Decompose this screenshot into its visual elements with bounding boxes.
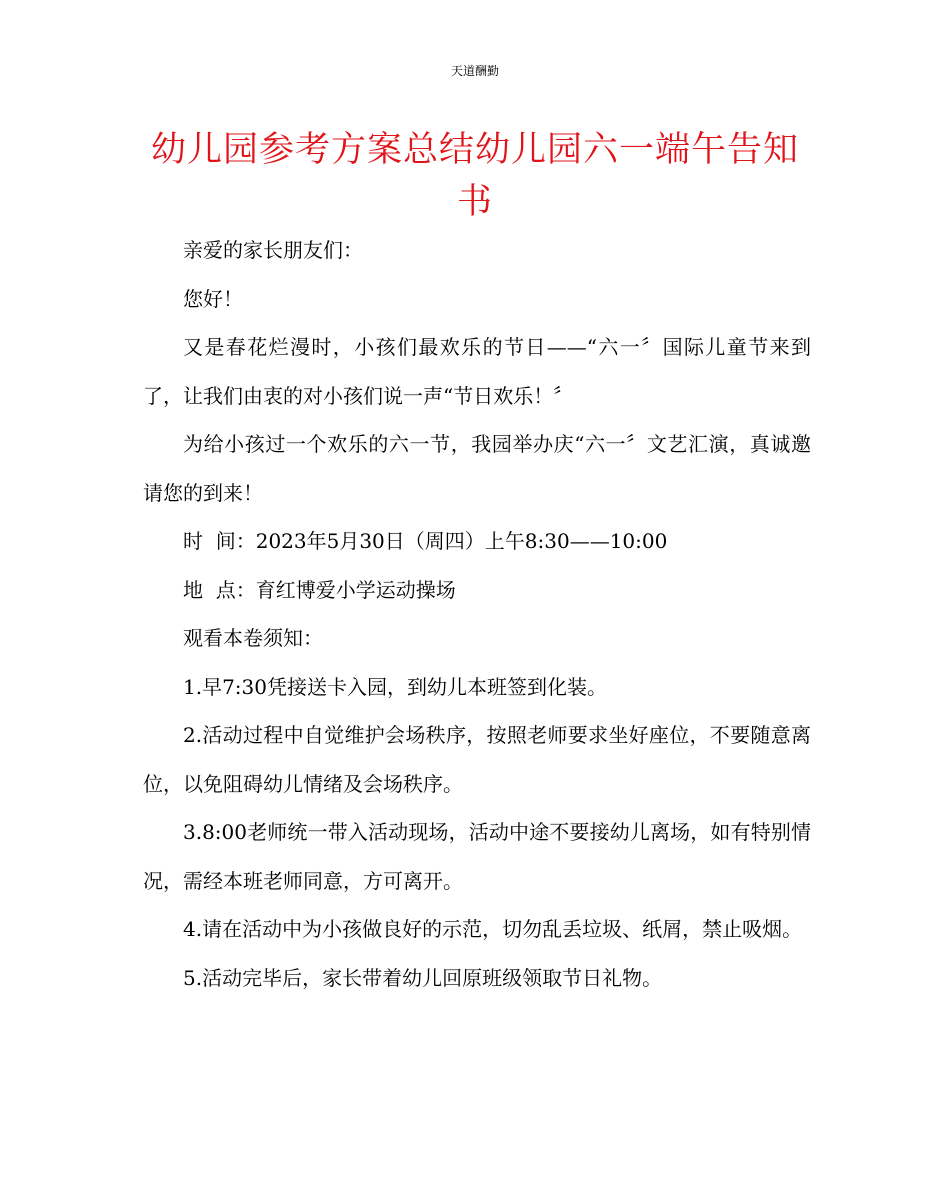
event-location: 地 点：育红博爱小学运动操场 <box>183 577 456 602</box>
page-header: 天道酬勤 <box>450 64 499 78</box>
document-body <box>143 226 811 1002</box>
notice-item-5: 5.活动完毕后，家长带着幼儿回原班级领取节日礼物。 <box>183 965 663 990</box>
notice-item-2: 2.活动过程中自觉维护会场秩序，按照老师要求坐好座位，不要随意离位，以免阻碍幼儿情绪及会场秩序。 <box>143 723 811 796</box>
salutation: 亲爱的家长朋友们： <box>183 238 363 262</box>
greeting: 您好！ <box>183 286 243 311</box>
notice-item-3: 3.8:00老师统一带入活动现场，活动中途不要接幼儿离场，如有特别情况，需经本班老师同意，方可离开。 <box>143 820 811 893</box>
notice-item-1: 1.早7:30凭接送卡入园，到幼儿本班签到化装。 <box>183 674 607 699</box>
document-title: 幼儿园参考方案总结幼儿园六一端午告知书 <box>150 130 799 222</box>
intro-paragraph: 又是春花烂漫时，小孩们最欢乐的节日——“六一〞国际儿童节来到了，让我们由衷的对小孩们说一声“节日欢乐！〞 <box>143 335 811 408</box>
notice-heading: 观看本卷须知： <box>183 626 323 650</box>
notice-item-4: 4.请在活动中为小孩做良好的示范，切勿乱丢垃圾、纸屑，禁止吸烟。 <box>183 917 803 941</box>
invitation-paragraph: 为给小孩过一个欢乐的六一节，我园举办庆“六一〞文艺汇演，真诚邀请您的到来！ <box>143 432 811 505</box>
event-time: 时 间：2023年5月30日（周四）上午8:30——10:00 <box>183 529 668 553</box>
